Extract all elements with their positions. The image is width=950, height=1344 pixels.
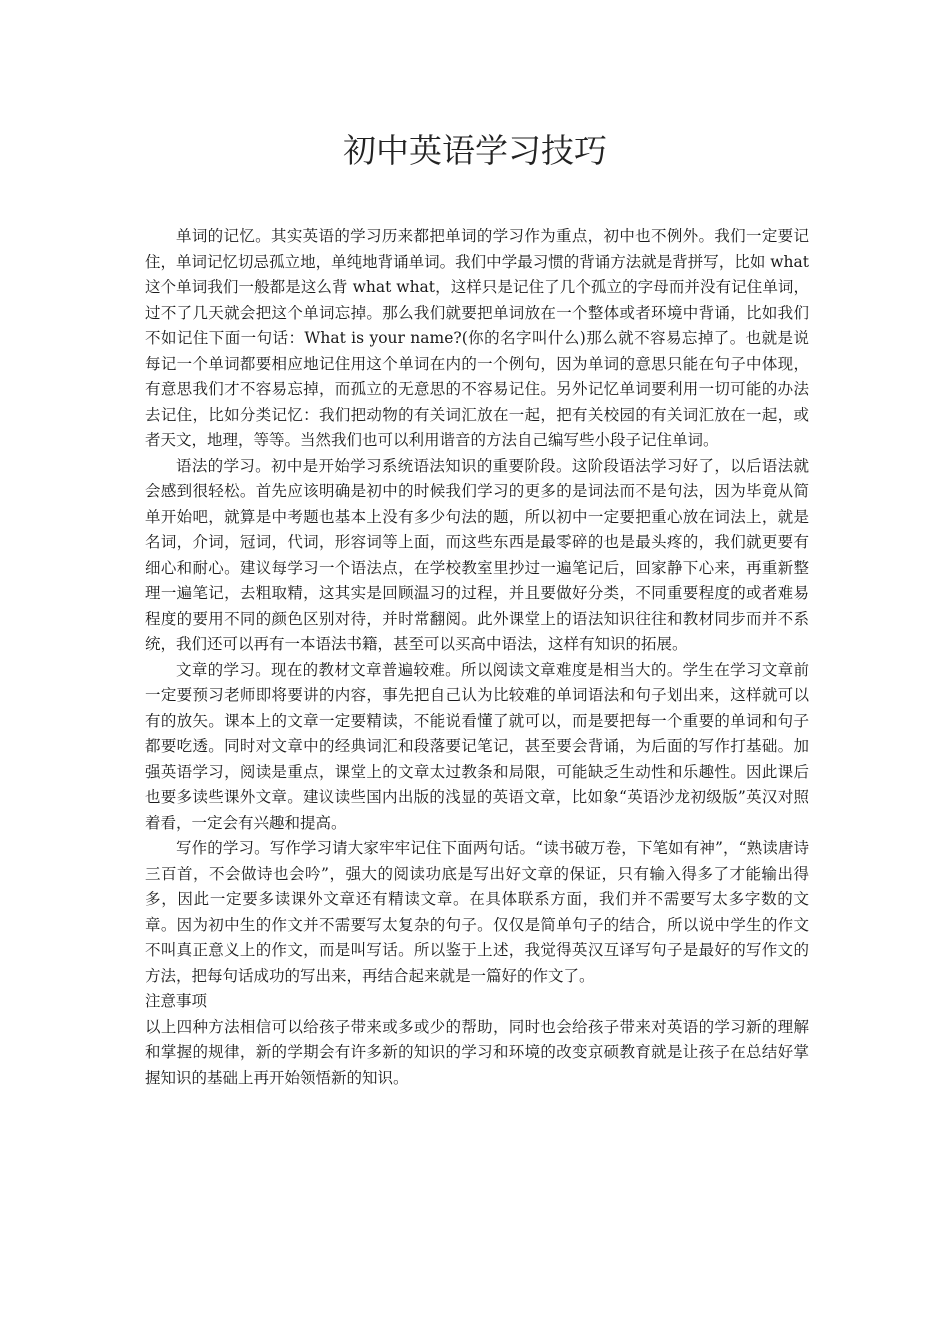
paragraph-reading: 文章的学习。现在的教材文章普遍较难。所以阅读文章难度是相当大的。学生在学习文章前一定要预习老师即将要讲的内容，事先把自己认为比较难的单词语法和句子划出来，这样就可以有的放矢。课本上的文章一定要精读，不能说看懂了就可以，而是要把每一个重要的单词和句子都要吃透。同时对文章中的经典词汇和段落要记笔记，甚至要会背诵，为后面的写作打基础。加强英语学习，阅读是重点，课堂上的文章太过教条和局限，可能缺乏生动性和乐趣性。因此课后也要多读些课外文章。建议读些国内出版的浅显的英语文章，比如象“英语沙龙初级版”英汉对照着看，一定会有兴趣和提高。 bbox=[145, 660, 809, 832]
paragraph-grammar: 语法的学习。初中是开始学习系统语法知识的重要阶段。这阶段语法学习好了，以后语法就会感到很轻松。首先应该明确是初中的时候我们学习的更多的是词法而不是句法，因为毕竟从简单开始吧，就算是中考题也基本上没有多少句法的题，所以初中一定要把重心放在词法上，就是名词，介词，冠词，代词，形容词等上面，而这些东西是最零碎的也是最头疼的，我们就更要有细心和耐心。建议每学习一个语法点，在学校教室里抄过一遍笔记后，回家静下心来，再重新整理一遍笔记，去粗取精，这其实是回顾温习的过程，并且要做好分类，不同重要程度的或者难易程度的要用不同的颜色区别对待，并时常翻阅。此外课堂上的语法知识往往和教材同步而并不系统，我们还可以再有一本语法书籍，甚至可以买高中语法，这样有知识的拓展。 bbox=[145, 456, 809, 653]
paragraph-writing: 写作的学习。写作学习请大家牢牢记住下面两句话。“读书破万卷，下笔如有神”，“熟读唐诗三百首，不会做诗也会吟”，强大的阅读功底是写出好文章的保证，只有输入得多了才能输出得多，因此一定要多读课外文章还有精读文章。在具体联系方面，我们并不需要写太多字数的文章。因为初中生的作文并不需要写太复杂的句子。仅仅是简单句子的结合，所以说中学生的作文不叫真正意义上的作文，而是叫写话。所以鉴于上述，我觉得英汉互译写句子是最好的写作文的方法，把每句话成功的写出来，再结合起来就是一篇好的作文了。 bbox=[145, 839, 809, 985]
section-heading-notes: 注意事项 bbox=[145, 992, 208, 1010]
document-body bbox=[145, 224, 809, 1091]
page-title: 初中英语学习技巧 bbox=[343, 131, 607, 170]
paragraph-vocabulary: 单词的记忆。其实英语的学习历来都把单词的学习作为重点，初中也不例外。我们一定要记住，单词记忆切忌孤立地，单纯地背诵单词。我们中学最习惯的背诵方法就是背拼写，比如 what 这个单词我们一般都是这么背 what what，这样只是记住了几个孤立的字母而并没有记住单词，过不了几天就会把这个单词忘掉。那么我们就要把单词放在一个整体或者环境中背诵，比如我们不如记住下面一句话：What is your name?(你的名字叫什么)那么就不容易忘掉了。也就是说每记一个单词都要相应地记住用这个单词在内的一个例句，因为单词的意思只能在句子中体现，有意思我们才不容易忘掉，而孤立的无意思的不容易记住。另外记忆单词要利用一切可能的办法去记住，比如分类记忆：我们把动物的有关词汇放在一起，把有关校园的有关词汇放在一起，或者天文，地理，等等。当然我们也可以利用谐音的方法自己编写些小段子记住单词。 bbox=[145, 227, 809, 449]
paragraph-notes: 以上四种方法相信可以给孩子带来或多或少的帮助，同时也会给孩子带来对英语的学习新的理解和掌握的规律，新的学期会有许多新的知识的学习和环境的改变京硕教育就是让孩子在总结好掌握知识的基础上再开始领悟新的知识。 bbox=[145, 1017, 809, 1087]
